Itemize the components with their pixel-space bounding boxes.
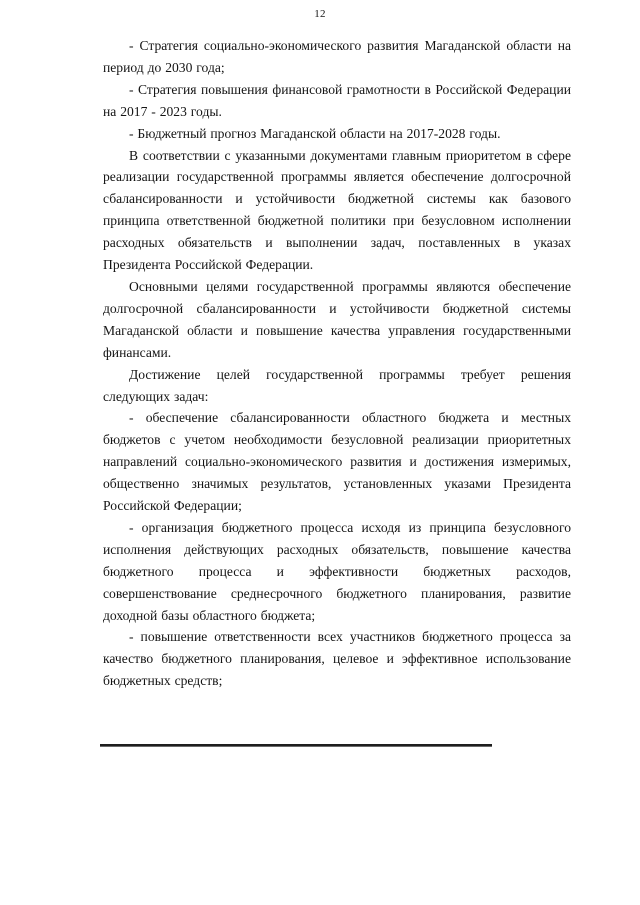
paragraph-task-responsibility: - повышение ответственности всех участников бюджетного процесса за качество бюджетного планирования, целевое и эффективное использование бюджетных средств; xyxy=(103,629,571,689)
paragraph-financial-literacy: - Стратегия повышения финансовой грамотности в Российской Федерации на 2017 - 2023 годы. xyxy=(103,81,571,119)
paragraph-task-balance: - обеспечение сбалансированности областного бюджета и местных бюджетов с учетом необходимости безусловной реализации приоритетных направлений социально-экономического развития и достижения измеримых, общественно значимых результатов, установленных указами Президента Российской Федерации; xyxy=(103,410,571,514)
paragraph-tasks-intro: Достижение целей государственной программы требует решения следующих задач: xyxy=(103,366,571,404)
paragraph-strategy-2030: - Стратегия социально-экономического развития Магаданской области на период до 2030 года; xyxy=(103,38,571,75)
paragraph-priority: В соответствии с указанными документами главным приоритетом в сфере реализации государственной программы является обеспечение долгосрочной сбалансированности и устойчивости бюджетной системы как базового принципа ответственной бюджетной политики при безусловном исполнении расходных обязательств и выполнении задач, поставленных в указах Президента Российской Федерации. xyxy=(103,147,571,273)
page-number: 12 xyxy=(314,8,326,20)
paragraph-goals: Основными целями государственной программы являются обеспечение долгосрочной сбалансированности и устойчивости бюджетной системы Магаданской области и повышение качества управления государственными финансами. xyxy=(103,278,571,360)
footer-rule xyxy=(100,744,492,746)
paragraph-task-budget-process: - организация бюджетного процесса исходя из принципа безусловного исполнения действующих расходных обязательств, повышение качества бюджетного процесса и эффективности бюджетных расходов, совершенствование среднесрочного бюджетного планирования, развитие доходной базы областного бюджета; xyxy=(103,519,571,623)
document-body xyxy=(103,35,571,692)
paragraph-budget-forecast: - Бюджетный прогноз Магаданской области на 2017-2028 годы. xyxy=(129,125,501,141)
